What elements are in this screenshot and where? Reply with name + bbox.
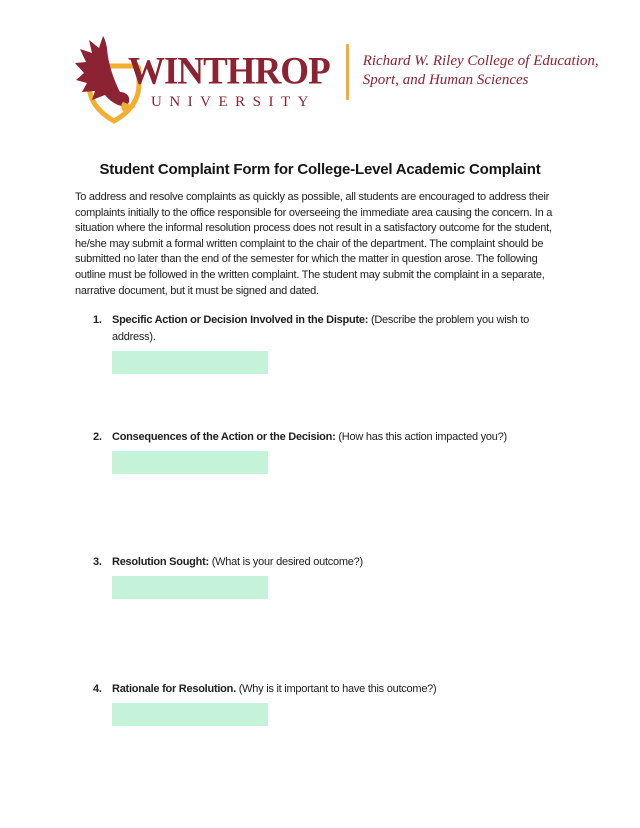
item-3-heading	[93, 554, 565, 571]
item-2-label: Consequences of the Action or the Decision:	[112, 431, 336, 444]
wordmark	[128, 49, 330, 110]
answer-field-4[interactable]	[112, 703, 268, 726]
college-name	[363, 52, 599, 90]
college-name-line2: Sport, and Human Sciences	[362, 72, 529, 88]
item-1-heading	[93, 312, 565, 346]
intro-paragraph: To address and resolve complaints as quickly as possible, all students are encouraged to address their complaints initially to the office responsible for overseeing the immediate area causing the concern. In a situation where the informal resolution process does not result in a satisfactory outcome for the student, he/she may submit a formal written complaint to the chair of the department. The complaint should be submitted no later than the end of the semester for which the matter in question arose. The following outline must be followed in the written complaint. The student may submit the complaint in a separate, narrative document, but it must be signed and dated.	[75, 191, 553, 297]
complaint-item-4	[93, 681, 565, 726]
item-4-number: 4.	[93, 683, 102, 696]
answer-field-1[interactable]	[112, 351, 268, 374]
item-4-prompt: (Why is it important to have this outcome?)	[235, 683, 437, 696]
item-2-prompt: (How has this action impacted you?)	[335, 431, 507, 444]
item-1-prompt: (Describe the problem you wish to address).	[112, 314, 529, 344]
complaint-outline-list	[75, 312, 565, 726]
complaint-item-2	[93, 429, 565, 474]
item-1-number: 1.	[93, 314, 102, 327]
answer-field-3[interactable]	[112, 576, 268, 599]
form-content	[75, 160, 565, 726]
item-3-label: Resolution Sought:	[112, 556, 209, 569]
item-4-label: Rationale for Resolution.	[112, 683, 236, 696]
item-4-heading	[93, 681, 565, 698]
college-name-line1: Richard W. Riley College of Education,	[362, 53, 599, 69]
answer-field-2[interactable]	[112, 451, 268, 474]
university-logo	[72, 36, 599, 126]
wordmark-winthrop: WINTHROP	[128, 49, 330, 93]
item-3-number: 3.	[93, 556, 102, 569]
item-2-number: 2.	[93, 431, 102, 444]
logo-divider	[346, 44, 349, 100]
item-2-heading	[93, 429, 565, 446]
page-title: Student Complaint Form for College-Level Academic Complaint	[99, 161, 541, 178]
complaint-item-3	[93, 554, 565, 599]
item-3-prompt: (What is your desired outcome?)	[208, 556, 363, 569]
complaint-item-1	[93, 312, 565, 374]
wordmark-university: UNIVERSITY	[151, 94, 316, 110]
item-1-label: Specific Action or Decision Involved in the Dispute:	[112, 314, 369, 327]
